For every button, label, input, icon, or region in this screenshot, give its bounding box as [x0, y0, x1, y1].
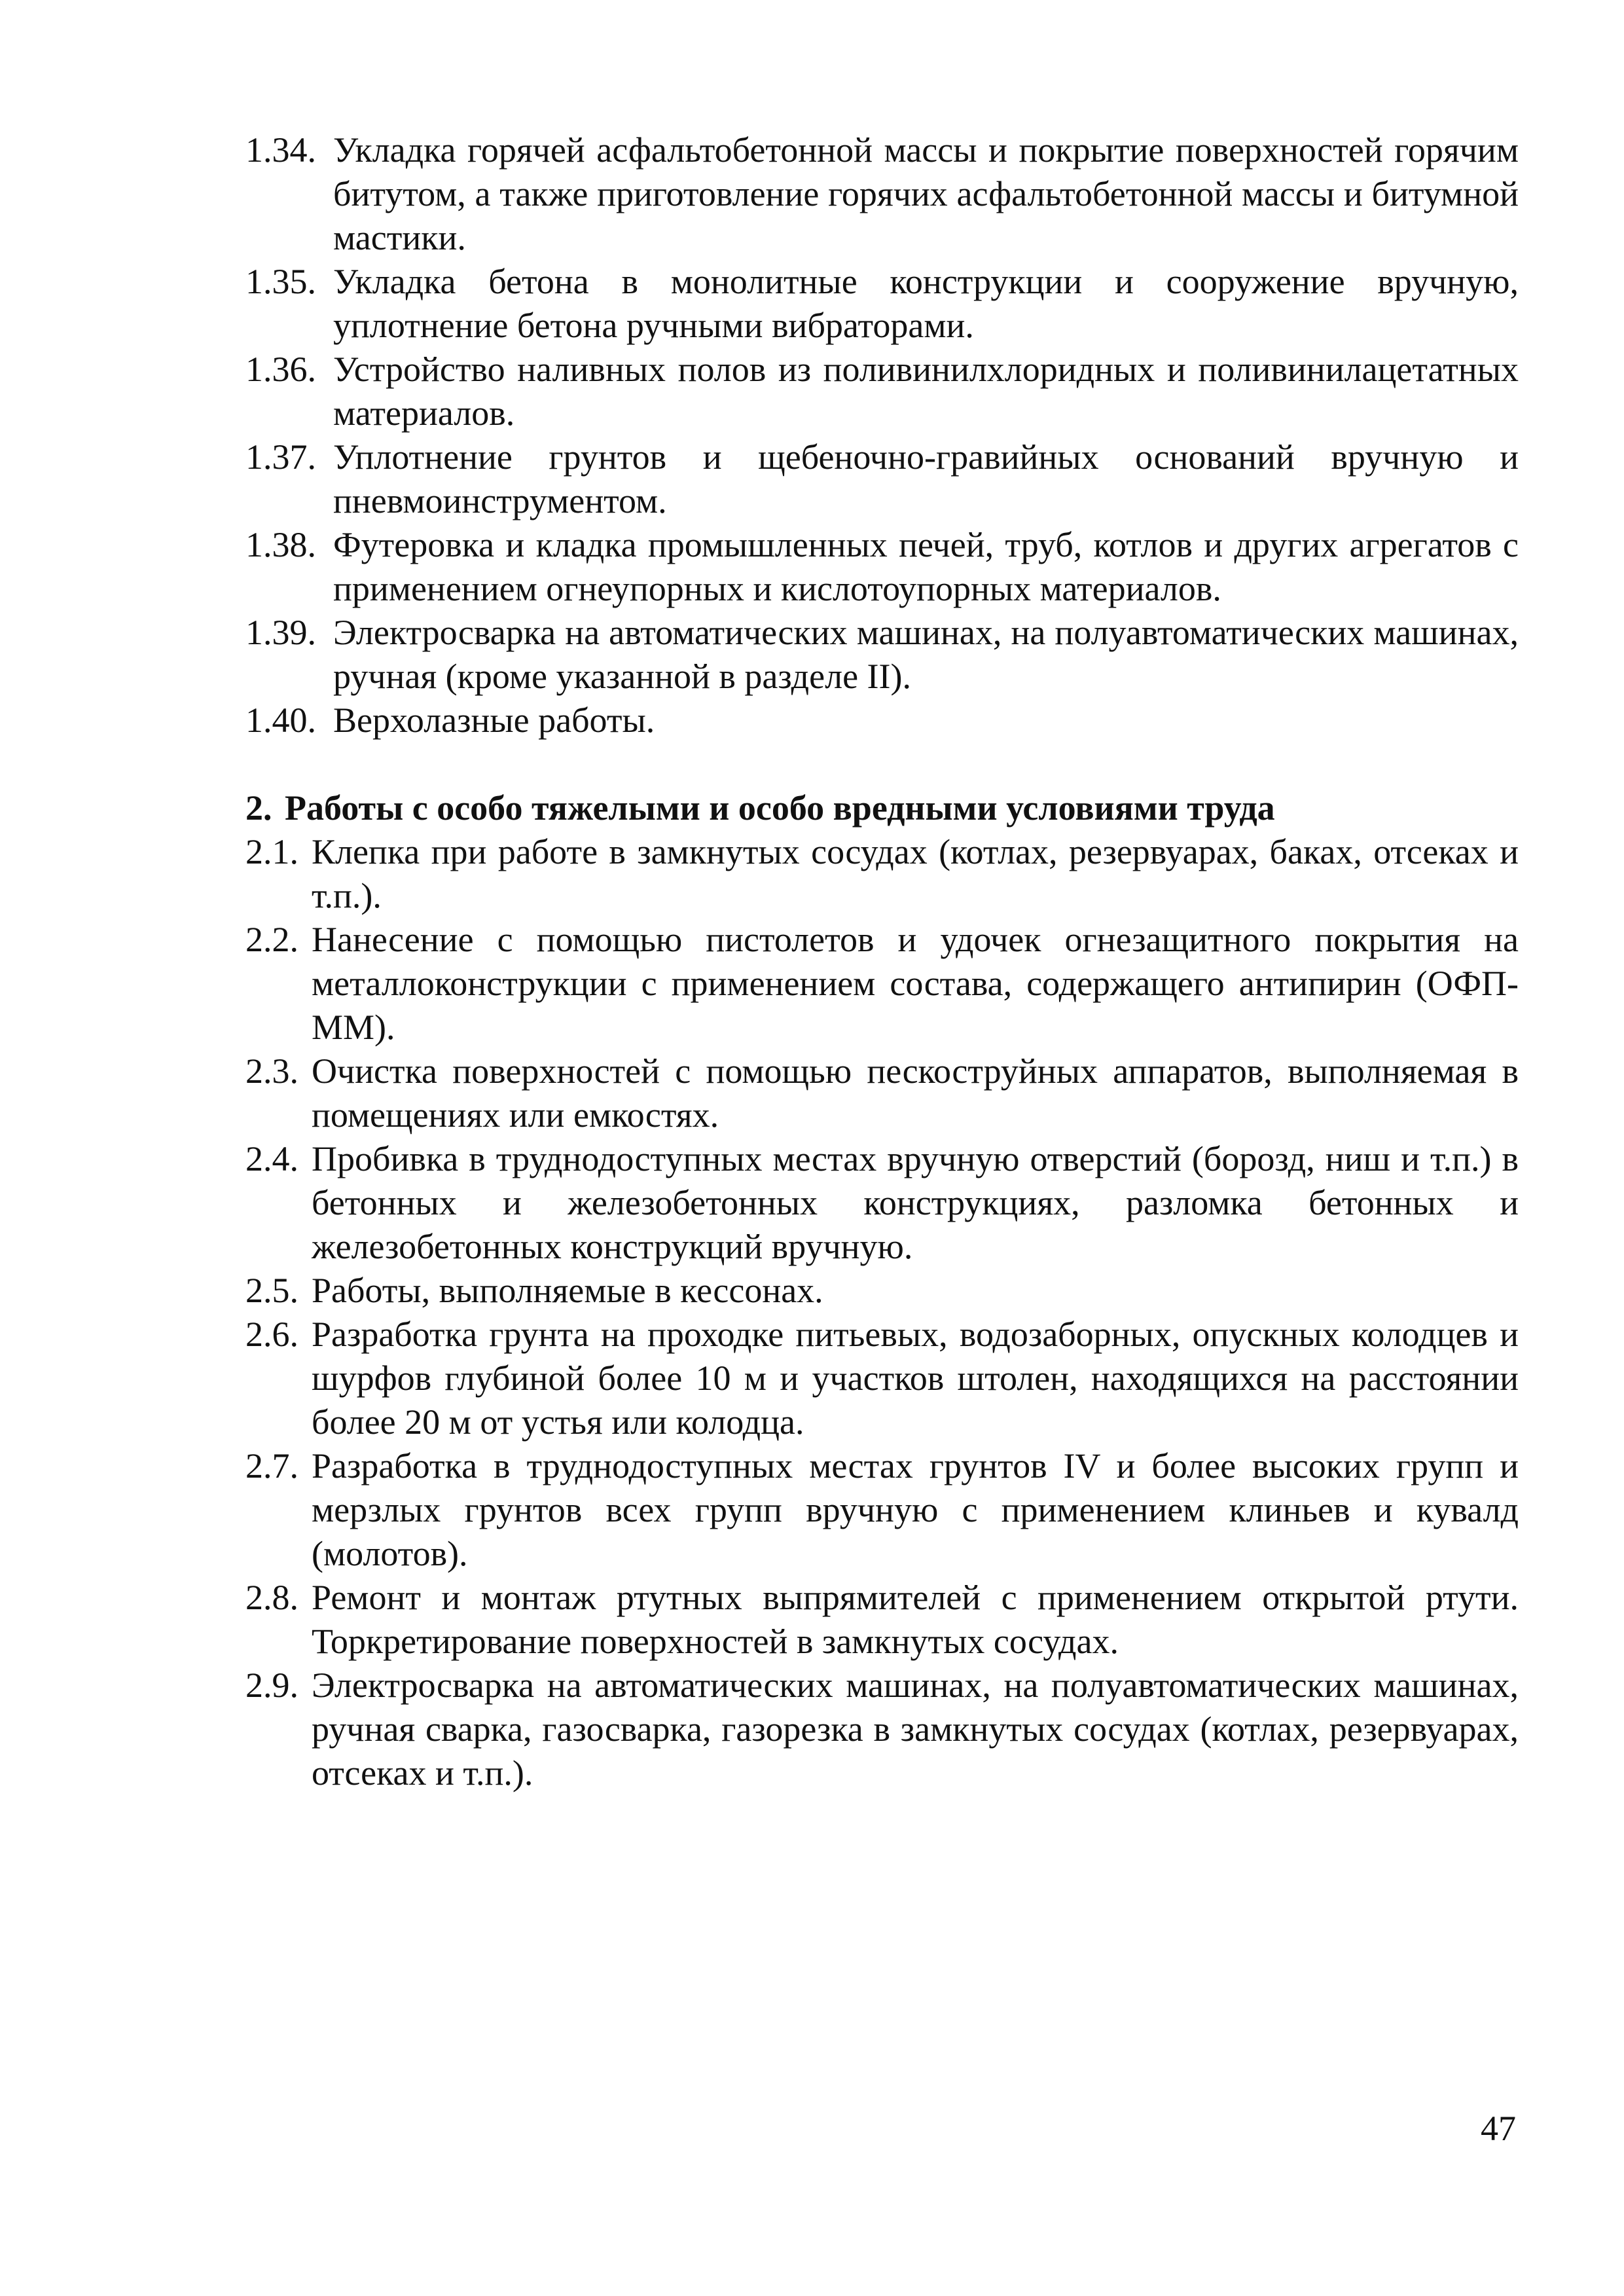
- section-spacer: [245, 742, 1519, 786]
- item-number: 1.35.: [245, 262, 316, 301]
- section-heading: [245, 786, 1519, 830]
- item-number: 1.38.: [245, 525, 316, 564]
- list-item-2-7: [245, 1444, 1519, 1576]
- item-number: 1.37.: [245, 437, 316, 477]
- item-number: 2.1.: [245, 832, 298, 871]
- list-item-2-4: [245, 1137, 1519, 1269]
- list-item-2-8: [245, 1576, 1519, 1664]
- section-heading-number: 2.: [245, 788, 272, 828]
- item-text: Очистка поверхностей с помощью пескоструйных аппаратов, выполняемая в помещениях или емкостях.: [312, 1051, 1519, 1135]
- item-text: Пробивка в труднодоступных местах вручную отверстий (борозд, ниш и т.п.) в бетонных и железобетонных конструкциях, разломка бетонных и железобетонных конструкций вручную.: [312, 1139, 1519, 1266]
- item-text: Верхолазные работы.: [333, 701, 655, 740]
- list-item-1-40: [245, 699, 1519, 742]
- item-text: Клепка при работе в замкнутых сосудах (котлах, резервуарах, баках, отсеках и т.п.).: [312, 832, 1519, 915]
- item-text: Футеровка и кладка промышленных печей, труб, котлов и других агрегатов с применением огнеупорных и кислотоупорных материалов.: [333, 525, 1519, 608]
- item-number: 1.36.: [245, 350, 316, 389]
- item-number: 2.8.: [245, 1578, 298, 1617]
- list-item-1-34: [245, 128, 1519, 260]
- list-item-2-9: [245, 1664, 1519, 1795]
- item-text: Устройство наливных полов из поливинилхлоридных и поливинилацетатных материалов.: [333, 350, 1519, 433]
- item-text: Укладка горячей асфальтобетонной массы и покрытие поверхностей горячим битутом, а также приготовление горячих асфальтобетонной массы и битумной мастики.: [333, 130, 1519, 257]
- list-item-2-1: [245, 830, 1519, 918]
- item-number: 2.9.: [245, 1666, 298, 1705]
- item-text: Электросварка на автоматических машинах, на полуавтоматических машинах, ручная (кроме указанной в разделе II).: [333, 613, 1519, 696]
- list-item-1-36: [245, 348, 1519, 435]
- item-number: 2.2.: [245, 920, 298, 959]
- item-text: Разработка грунта на проходке питьевых, водозаборных, опускных колодцев и шурфов глубиной более 10 м и участков штолен, находящихся на расстоянии более 20 м от устья или колодца.: [312, 1315, 1519, 1442]
- item-number: 1.40.: [245, 701, 316, 740]
- section-heading-text: Работы с особо тяжелыми и особо вредными условиями труда: [285, 788, 1275, 828]
- item-text: Ремонт и монтаж ртутных выпрямителей с применением открытой ртути. Торкретирование поверхностей в замкнутых сосудах.: [312, 1578, 1519, 1661]
- item-text: Разработка в труднодоступных местах грунтов IV и более высоких групп и мерзлых грунтов всех групп вручную с применением клиньев и кувалд (молотов).: [312, 1446, 1519, 1573]
- item-number: 2.3.: [245, 1051, 298, 1091]
- list-item-2-5: [245, 1269, 1519, 1313]
- page-number: 47: [1481, 2109, 1516, 2148]
- list-item-2-6: [245, 1313, 1519, 1444]
- list-item-1-35: [245, 260, 1519, 348]
- document-body: [245, 128, 1519, 1795]
- item-number: 2.7.: [245, 1446, 298, 1485]
- item-number: 1.39.: [245, 613, 316, 652]
- list-item-1-37: [245, 435, 1519, 523]
- item-number: 2.5.: [245, 1271, 298, 1310]
- item-text: Уплотнение грунтов и щебеночно-гравийных оснований вручную и пневмоинструментом.: [333, 437, 1519, 520]
- list-item-1-39: [245, 611, 1519, 699]
- item-text: Электросварка на автоматических машинах, на полуавтоматических машинах, ручная сварка, газосварка, газорезка в замкнутых сосудах (котлах, резервуарах, отсеках и т.п.).: [312, 1666, 1519, 1793]
- item-number: 2.6.: [245, 1315, 298, 1354]
- item-number: 2.4.: [245, 1139, 298, 1178]
- item-text: Нанесение с помощью пистолетов и удочек огнезащитного покрытия на металлоконструкции с применением состава, содержащего антипирин (ОФП-ММ).: [312, 920, 1519, 1047]
- item-text: Укладка бетона в монолитные конструкции и сооружение вручную, уплотнение бетона ручными вибраторами.: [333, 262, 1519, 345]
- list-item-2-2: [245, 918, 1519, 1049]
- item-text: Работы, выполняемые в кессонах.: [312, 1271, 823, 1310]
- list-item-2-3: [245, 1049, 1519, 1137]
- item-number: 1.34.: [245, 130, 316, 170]
- list-item-1-38: [245, 523, 1519, 611]
